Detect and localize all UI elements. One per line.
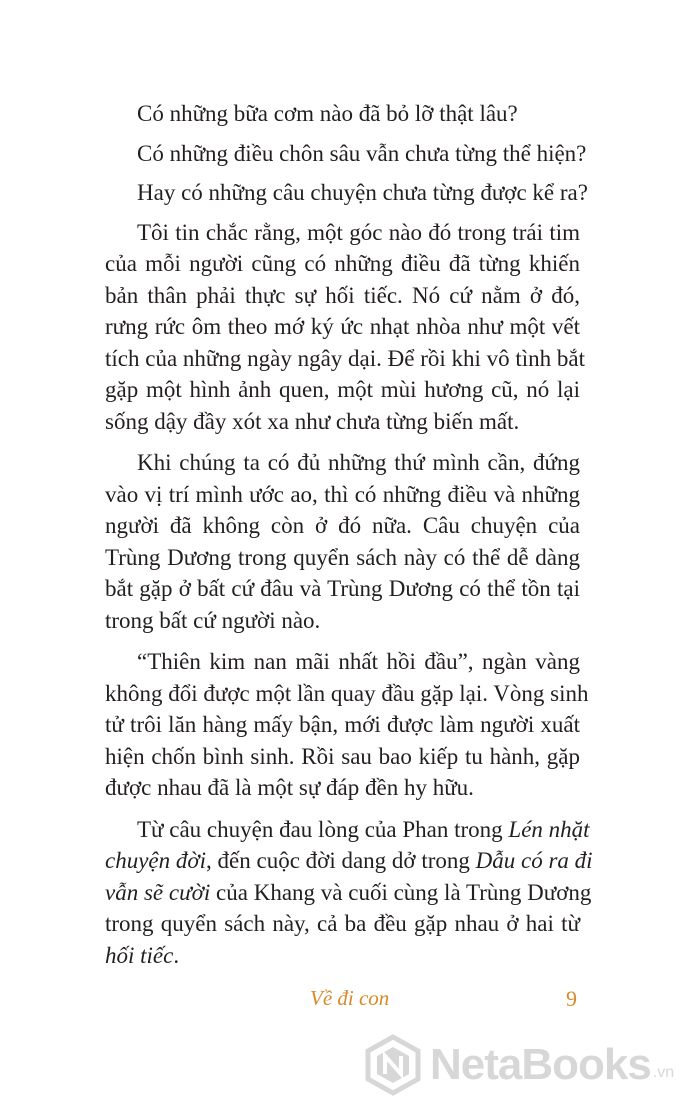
page-number: 9 (566, 986, 577, 1011)
text-line: sống dậy đầy xót xa như chưa từng biến mất. (105, 408, 520, 434)
running-footer-title: Về đi con (310, 986, 390, 1010)
text-line: rưng rức ôm theo mớ ký ức nhạt nhòa như một vết (105, 314, 580, 339)
text-line: vào vị trí mình ước ao, thì có những điều và những (105, 481, 580, 507)
netabooks-logo-icon (362, 1034, 424, 1096)
text-line: không đổi được một lần quay đầu gặp lại. Vòng sinh (105, 680, 589, 706)
watermark-brand: NetaBooks (430, 1040, 651, 1089)
book-title-italic: Lén nhặt (508, 816, 590, 842)
text-line: tích của những ngày ngây dại. Để rồi khi vô tình bắt (105, 345, 586, 371)
book-title-italic: chuyện đời (105, 848, 207, 873)
text-line (105, 877, 592, 909)
text-line: gặp một hình ảnh quen, một mùi hương cũ, nó lại (105, 377, 580, 402)
question-line-1: Có những bữa cơm nào đã bỏ lỡ thật lâu? (137, 101, 518, 126)
text-line: tử trôi lăn hàng mấy bận, mới được làm người xuất (105, 712, 580, 737)
text-line: bản thân phải thực sự hối tiếc. Nó cứ nằm ở đó, (105, 282, 580, 308)
text-line (105, 845, 593, 877)
text-line (105, 940, 580, 972)
text-line: bắt gặp ở bất cứ đâu và Trùng Dương có thể tồn tại (105, 576, 580, 601)
text-line (105, 814, 590, 846)
paragraph-1 (105, 217, 586, 438)
text-line: Tôi tin chắc rằng, một góc nào đó trong trái tim (137, 219, 580, 245)
watermark-suffix: .vn (652, 1064, 675, 1081)
paragraph-4 (105, 814, 593, 972)
text-run: của Khang và cuối cùng là Trùng Dương (210, 879, 592, 905)
question-line-3: Hay có những câu chuyện chưa từng được kể ra? (137, 180, 588, 205)
question-line-2: Có những điều chôn sâu vẫn chưa từng thể hiện? (137, 140, 587, 166)
text-run: , đến cuộc đời dang dở trong (206, 848, 476, 873)
paragraph-3 (105, 646, 589, 804)
text-line: được nhau đã là một sự đáp đền hy hữu. (105, 775, 474, 800)
text-line: người đã không còn ở đó nữa. Câu chuyện của (105, 513, 580, 538)
text-line: Trùng Dương trong quyển sách này có thể dễ dàng (105, 544, 580, 570)
watermark (362, 1030, 692, 1100)
paragraph-2 (105, 447, 580, 636)
text-run: Từ câu chuyện đau lòng của Phan trong (137, 816, 509, 842)
text-line: trong quyển sách này, cả ba đều gặp nhau ở hai từ (105, 911, 580, 936)
text-line: trong bất cứ người nào. (105, 607, 321, 633)
text-run: . (173, 942, 180, 968)
text-line: hiện chốn bình sinh. Rồi sau bao kiếp tu hành, gặp (105, 743, 580, 769)
text-line: của mỗi người cũng có những điều đã từng khiến (105, 251, 580, 276)
emphasis-italic: hối tiếc (105, 942, 174, 968)
text-line: Khi chúng ta có đủ những thứ mình cần, đứng (137, 450, 580, 475)
book-title-italic: Dẫu có ra đi (475, 848, 593, 873)
body-text (105, 98, 593, 971)
book-title-italic: vẫn sẽ cười (105, 879, 211, 905)
text-line: “Thiên kim nan mãi nhất hồi đầu”, ngàn vàng (137, 649, 580, 674)
